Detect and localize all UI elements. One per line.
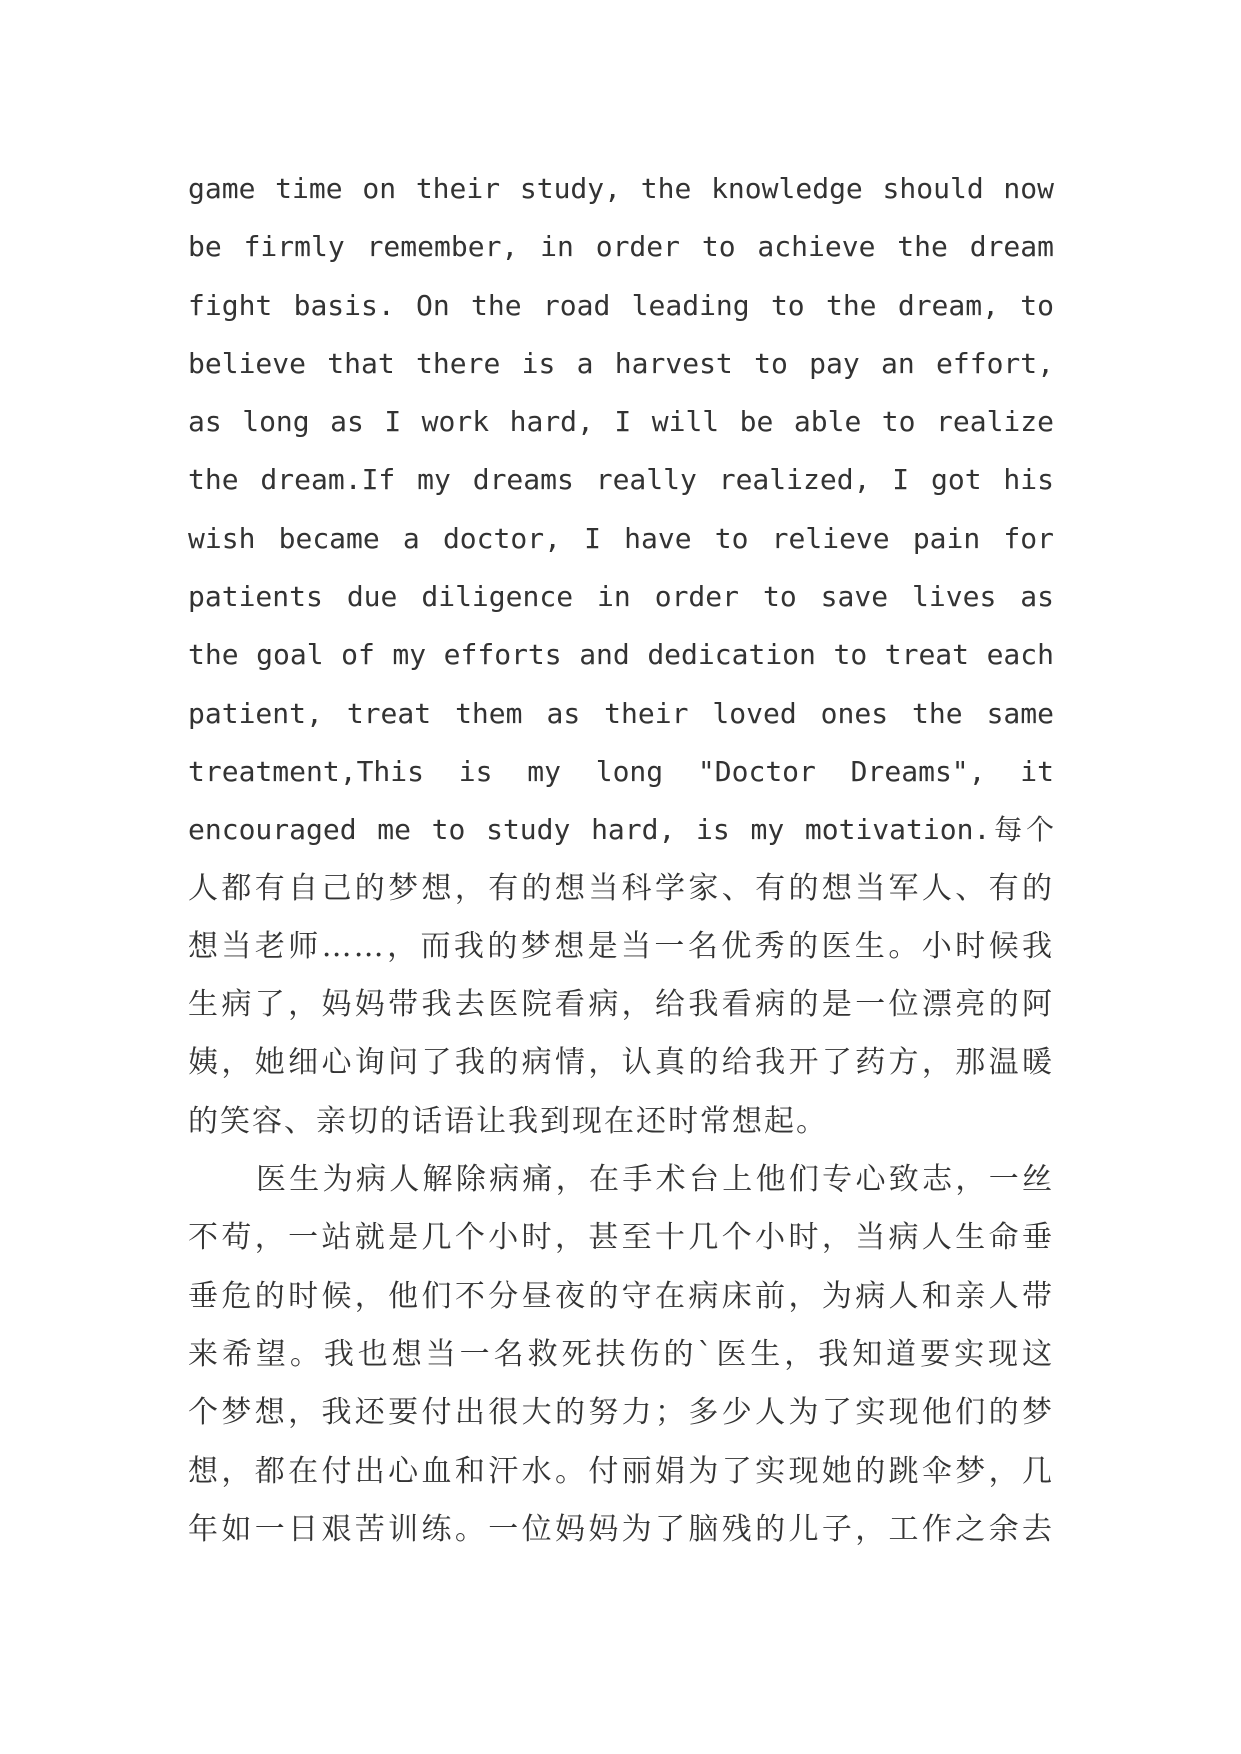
text-line: believe that there is a harvest to pay an effort, bbox=[188, 346, 1054, 380]
text-line: 不苟，一站就是几个小时，甚至十几个小时，当病人生命垂 bbox=[188, 1220, 1054, 1256]
text-line: wish became a doctor, I have to relieve pain for bbox=[188, 521, 1054, 555]
text-line: patients due diligence in order to save lives as bbox=[188, 580, 1054, 614]
text-line: fight basis. On the road leading to the dream, to bbox=[188, 288, 1054, 322]
text-line: 姨，她细心询问了我的病情，认真的给我开了药方，那温暖 bbox=[188, 1045, 1054, 1081]
text-line: 年如一日艰苦训练。一位妈妈为了脑残的儿子，工作之余去 bbox=[188, 1511, 1054, 1547]
text-line: 想当老师……，而我的梦想是当一名优秀的医生。小时候我 bbox=[188, 928, 1054, 964]
text-line: as long as I work hard, I will be able to realize bbox=[188, 405, 1054, 439]
text-line: the dream.If my dreams really realized, I got his bbox=[188, 463, 1054, 497]
text-line: treatment,This is my long "Doctor Dreams", it bbox=[188, 754, 1054, 788]
text-line: 个梦想，我还要付出很大的努力；多少人为了实现他们的梦 bbox=[188, 1395, 1054, 1431]
text-line: encouraged me to study hard, is my motivation.每个 bbox=[188, 813, 1054, 847]
text-line: 人都有自己的梦想，有的想当科学家、有的想当军人、有的 bbox=[188, 870, 1054, 906]
text-line: 生病了，妈妈带我去医院看病，给我看病的是一位漂亮的阿 bbox=[188, 987, 1054, 1023]
text-line: the goal of my efforts and dedication to treat each bbox=[188, 638, 1054, 672]
text-line: 的笑容、亲切的话语让我到现在还时常想起。 bbox=[188, 1103, 828, 1139]
text-line: 垂危的时候，他们不分昼夜的守在病床前，为病人和亲人带 bbox=[188, 1278, 1054, 1314]
text-line: 来希望。我也想当一名救死扶伤的`医生，我知道要实现这 bbox=[188, 1336, 1054, 1372]
text-line: 想，都在付出心血和汗水。付丽娟为了实现她的跳伞梦，几 bbox=[188, 1453, 1054, 1489]
text-line: be firmly remember, in order to achieve the dream bbox=[188, 230, 1054, 264]
text-line: game time on their study, the knowledge should now bbox=[188, 172, 1054, 205]
paragraph-start-line: 医生为病人解除病痛，在手术台上他们专心致志，一丝 bbox=[256, 1162, 1054, 1198]
text-line: patient, treat them as their loved ones the same bbox=[188, 696, 1054, 730]
body-text bbox=[188, 160, 1054, 1559]
